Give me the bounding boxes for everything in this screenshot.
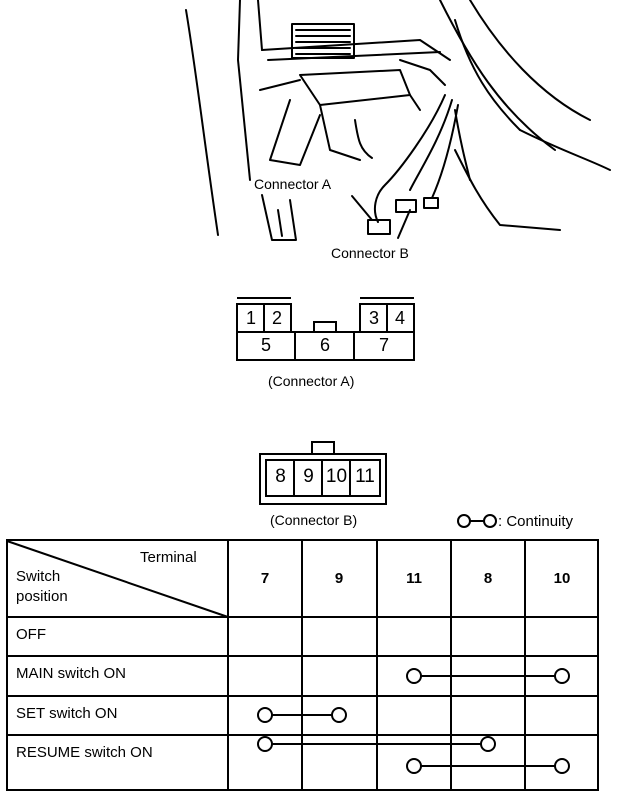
pin-9: 9: [303, 466, 314, 487]
pin-10: 10: [325, 466, 348, 487]
terminal-node-7: [258, 737, 272, 751]
pin-7: 7: [378, 335, 389, 355]
connector-b-label: Connector B: [331, 245, 409, 261]
pin-2: 2: [271, 308, 282, 328]
terminal-header-10: 10: [553, 570, 571, 587]
connector-b-caption: (Connector B): [270, 512, 358, 528]
terminal-header-7: 7: [260, 570, 270, 587]
pin-6: 6: [319, 335, 330, 355]
terminal-node-7: [258, 708, 272, 722]
row-label-main-switch-on: MAIN switch ON: [16, 665, 127, 682]
terminal-header-11: 11: [406, 570, 422, 587]
row-label-set-switch-on: SET switch ON: [16, 705, 118, 722]
connector-a-label: Connector A: [254, 176, 332, 192]
pin-4: 4: [394, 308, 405, 328]
terminal-header-9: 9: [334, 570, 344, 587]
row-label-off: OFF: [16, 626, 46, 643]
terminal-node-8: [481, 737, 495, 751]
connector-a-caption: (Connector A): [268, 373, 355, 389]
terminal-node-11: [407, 759, 421, 773]
terminal-node-9: [332, 708, 346, 722]
pin-1: 1: [245, 308, 256, 328]
continuity-link-11-10: [407, 669, 569, 683]
pin-11: 11: [355, 466, 375, 487]
terminal-node-10: [555, 759, 569, 773]
connector-a-diagram: [236, 296, 416, 362]
header-switch: Switch: [16, 568, 61, 585]
continuity-link-11-10: [407, 759, 569, 773]
header-position: position: [16, 588, 68, 605]
row-label-resume-switch-on: RESUME switch ON: [16, 744, 153, 761]
terminal-node-11: [407, 669, 421, 683]
terminal-node-10: [555, 669, 569, 683]
header-terminal: Terminal: [140, 549, 197, 566]
pin-5: 5: [260, 335, 271, 355]
terminal-header-8: 8: [483, 570, 493, 587]
connector-b-diagram: [258, 440, 388, 506]
continuity-legend-text: : Continuity: [498, 513, 574, 530]
pin-8: 8: [275, 466, 286, 487]
continuity-connections: [258, 669, 569, 773]
dashboard-illustration: [0, 0, 624, 270]
pin-3: 3: [368, 308, 379, 328]
